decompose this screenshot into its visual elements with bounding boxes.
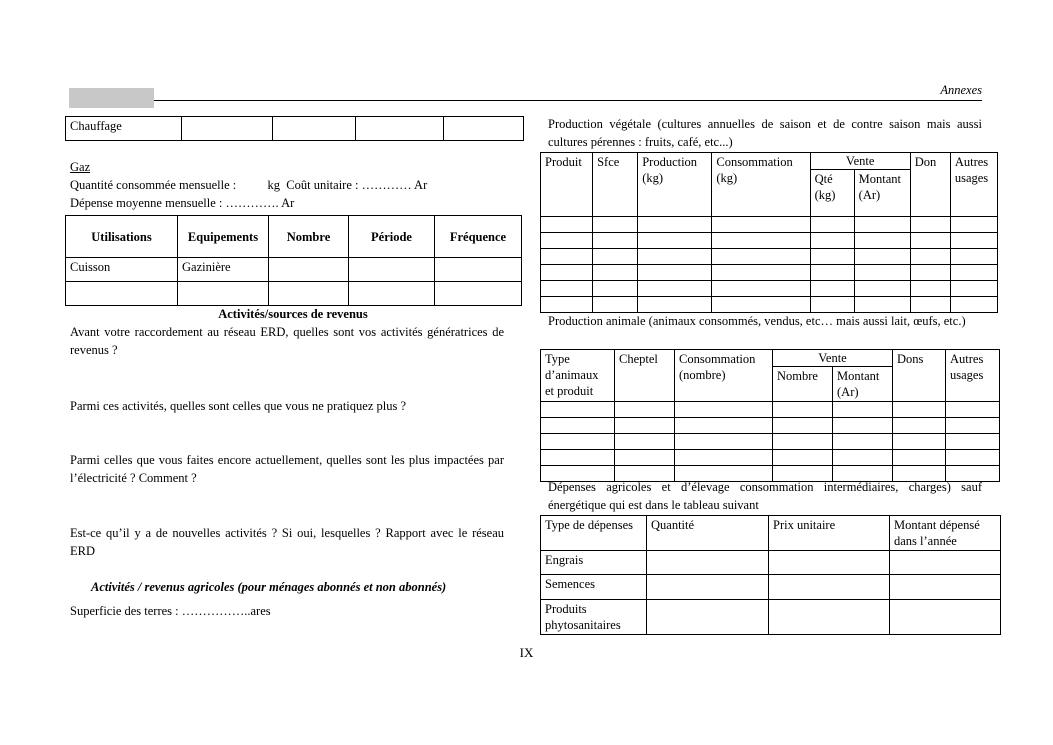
col-header: Qté (kg) <box>810 170 854 217</box>
table-cell <box>712 217 810 233</box>
col-header: Production (kg) <box>638 153 712 217</box>
animal-intro: Production animale (animaux consommés, vendus, etc… mais aussi lait, œufs, etc.) <box>548 314 966 328</box>
table-cell <box>854 217 910 233</box>
table-cell <box>182 117 273 141</box>
table-cell <box>946 418 1000 434</box>
activities-title: Activités/sources de revenus <box>218 307 368 321</box>
table-cell <box>712 233 810 249</box>
table-cell <box>769 575 890 600</box>
table-cell <box>950 265 997 281</box>
table-cell <box>269 258 349 282</box>
table-cell <box>356 117 444 141</box>
table-cell <box>541 418 615 434</box>
table-cell <box>269 282 349 306</box>
col-header: Vente <box>773 350 893 367</box>
question-1: Avant votre raccordement au réseau ERD, quelles sont vos activités génératrices de revenus ? <box>70 325 504 357</box>
table-cell <box>893 450 946 466</box>
table-cell <box>541 297 593 313</box>
table-cell <box>910 265 950 281</box>
gaz-title: Gaz <box>70 160 91 174</box>
table-cell <box>950 217 997 233</box>
table-cell <box>541 217 593 233</box>
table-cell <box>638 281 712 297</box>
table-cell <box>769 551 890 575</box>
gaz-quantity-line: Quantité consommée mensuelle : kg Coût unitaire : ………… Ar <box>70 178 428 192</box>
table-cell <box>435 282 522 306</box>
depenses-table <box>540 515 1001 635</box>
gaz-usage-table <box>65 215 522 306</box>
table-cell <box>950 297 997 313</box>
col-header: Quantité <box>647 516 769 551</box>
table-cell <box>950 233 997 249</box>
table-cell <box>675 402 773 418</box>
table-cell <box>890 551 1001 575</box>
section-label: Annexes <box>940 83 982 97</box>
header-gray-box <box>69 88 154 108</box>
col-header: Fréquence <box>435 216 522 258</box>
gaz-expense-line: Dépense moyenne mensuelle : …………. Ar <box>70 196 295 210</box>
row-label: Engrais <box>541 551 647 575</box>
col-header: Période <box>349 216 435 258</box>
table-cell <box>593 217 638 233</box>
table-cell <box>593 281 638 297</box>
table-cell <box>773 418 833 434</box>
col-header: Vente <box>810 153 910 170</box>
table-cell <box>910 297 950 313</box>
table-cell <box>946 402 1000 418</box>
table-cell <box>647 600 769 635</box>
table-cell <box>615 418 675 434</box>
table-cell <box>638 297 712 313</box>
col-header: Sfce <box>593 153 638 217</box>
col-header: Nombre <box>269 216 349 258</box>
table-cell <box>769 600 890 635</box>
table-cell <box>773 402 833 418</box>
col-header: Montant dépensé dans l’année <box>890 516 1001 551</box>
table-cell: Cuisson <box>66 258 178 282</box>
col-header: Autres usages <box>946 350 1000 402</box>
table-cell <box>675 450 773 466</box>
table-cell <box>593 265 638 281</box>
table-cell <box>435 258 522 282</box>
header-rule <box>154 100 982 101</box>
col-header: Produit <box>541 153 593 217</box>
table-cell <box>615 434 675 450</box>
col-header: Prix unitaire <box>769 516 890 551</box>
table-cell <box>810 249 854 265</box>
chauffage-label: Chauffage <box>66 117 182 141</box>
table-cell <box>647 575 769 600</box>
table-cell <box>946 450 1000 466</box>
table-cell <box>893 402 946 418</box>
col-header: Equipements <box>178 216 269 258</box>
col-header: Type de dépenses <box>541 516 647 551</box>
table-cell <box>541 402 615 418</box>
table-cell <box>773 434 833 450</box>
table-cell <box>833 402 893 418</box>
table-cell <box>712 297 810 313</box>
table-cell <box>541 434 615 450</box>
table-cell <box>910 233 950 249</box>
table-cell <box>638 233 712 249</box>
table-cell <box>593 297 638 313</box>
table-cell <box>66 282 178 306</box>
col-header: Don <box>910 153 950 217</box>
table-cell <box>675 434 773 450</box>
col-header: Nombre <box>773 367 833 402</box>
row-label: Semences <box>541 575 647 600</box>
table-cell <box>890 575 1001 600</box>
depenses-intro: Dépenses agricoles et d’élevage consommation intermédiaires, charges) sauf énergétique qui est dans le tableau suivant <box>548 480 982 512</box>
agri-title: Activités / revenus agricoles (pour ménages abonnés et non abonnés) <box>91 580 447 594</box>
table-cell <box>854 297 910 313</box>
table-cell <box>810 217 854 233</box>
table-cell: Gazinière <box>178 258 269 282</box>
table-cell <box>890 600 1001 635</box>
table-cell <box>810 281 854 297</box>
col-header: Dons <box>893 350 946 402</box>
chauffage-table <box>65 116 524 141</box>
table-cell <box>893 418 946 434</box>
table-cell <box>833 434 893 450</box>
table-cell <box>910 217 950 233</box>
table-cell <box>647 551 769 575</box>
question-2: Parmi ces activités, quelles sont celles que vous ne pratiquez plus ? <box>70 399 407 413</box>
vegetal-intro: Production végétale (cultures annuelles de saison et de contre saison mais aussi cultures pérennes : fruits, café, etc...) <box>548 117 982 149</box>
question-3: Parmi celles que vous faites encore actuellement, quelles sont les plus impactées par l’électricité ? Comment ? <box>70 453 504 485</box>
table-cell <box>833 450 893 466</box>
table-cell <box>950 249 997 265</box>
animal-table <box>540 349 1000 482</box>
col-header: Autres usages <box>950 153 997 217</box>
col-header: Consommation (nombre) <box>675 350 773 402</box>
table-cell <box>349 258 435 282</box>
col-header: Montant (Ar) <box>854 170 910 217</box>
table-cell <box>178 282 269 306</box>
table-cell <box>810 265 854 281</box>
table-cell <box>810 297 854 313</box>
col-header: Consommation (kg) <box>712 153 810 217</box>
table-cell <box>773 450 833 466</box>
table-cell <box>810 233 854 249</box>
table-cell <box>854 233 910 249</box>
table-cell <box>444 117 524 141</box>
table-cell <box>541 450 615 466</box>
table-cell <box>833 418 893 434</box>
col-header: Type d’animaux et produit <box>541 350 615 402</box>
table-cell <box>910 281 950 297</box>
table-cell <box>593 233 638 249</box>
table-cell <box>349 282 435 306</box>
table-cell <box>638 217 712 233</box>
table-cell <box>541 233 593 249</box>
table-cell <box>638 249 712 265</box>
table-cell <box>893 434 946 450</box>
table-cell <box>950 281 997 297</box>
table-cell <box>854 249 910 265</box>
col-header: Cheptel <box>615 350 675 402</box>
table-cell <box>854 265 910 281</box>
page-number: IX <box>519 645 534 660</box>
table-cell <box>712 249 810 265</box>
question-4: Est-ce qu’il y a de nouvelles activités ? Si oui, lesquelles ? Rapport avec le réseau ERD <box>70 526 504 558</box>
table-cell <box>946 434 1000 450</box>
col-header: Utilisations <box>66 216 178 258</box>
table-cell <box>712 281 810 297</box>
table-cell <box>273 117 356 141</box>
col-header: Montant (Ar) <box>833 367 893 402</box>
table-cell <box>615 450 675 466</box>
row-label: Produits phytosanitaires <box>541 600 647 635</box>
table-cell <box>541 249 593 265</box>
table-cell <box>615 402 675 418</box>
table-cell <box>638 265 712 281</box>
vegetal-table <box>540 152 998 313</box>
table-cell <box>541 265 593 281</box>
table-cell <box>854 281 910 297</box>
table-cell <box>675 418 773 434</box>
table-cell <box>593 249 638 265</box>
table-cell <box>910 249 950 265</box>
table-cell <box>541 281 593 297</box>
table-cell <box>712 265 810 281</box>
surface-line: Superficie des terres : ……………..ares <box>70 604 271 618</box>
